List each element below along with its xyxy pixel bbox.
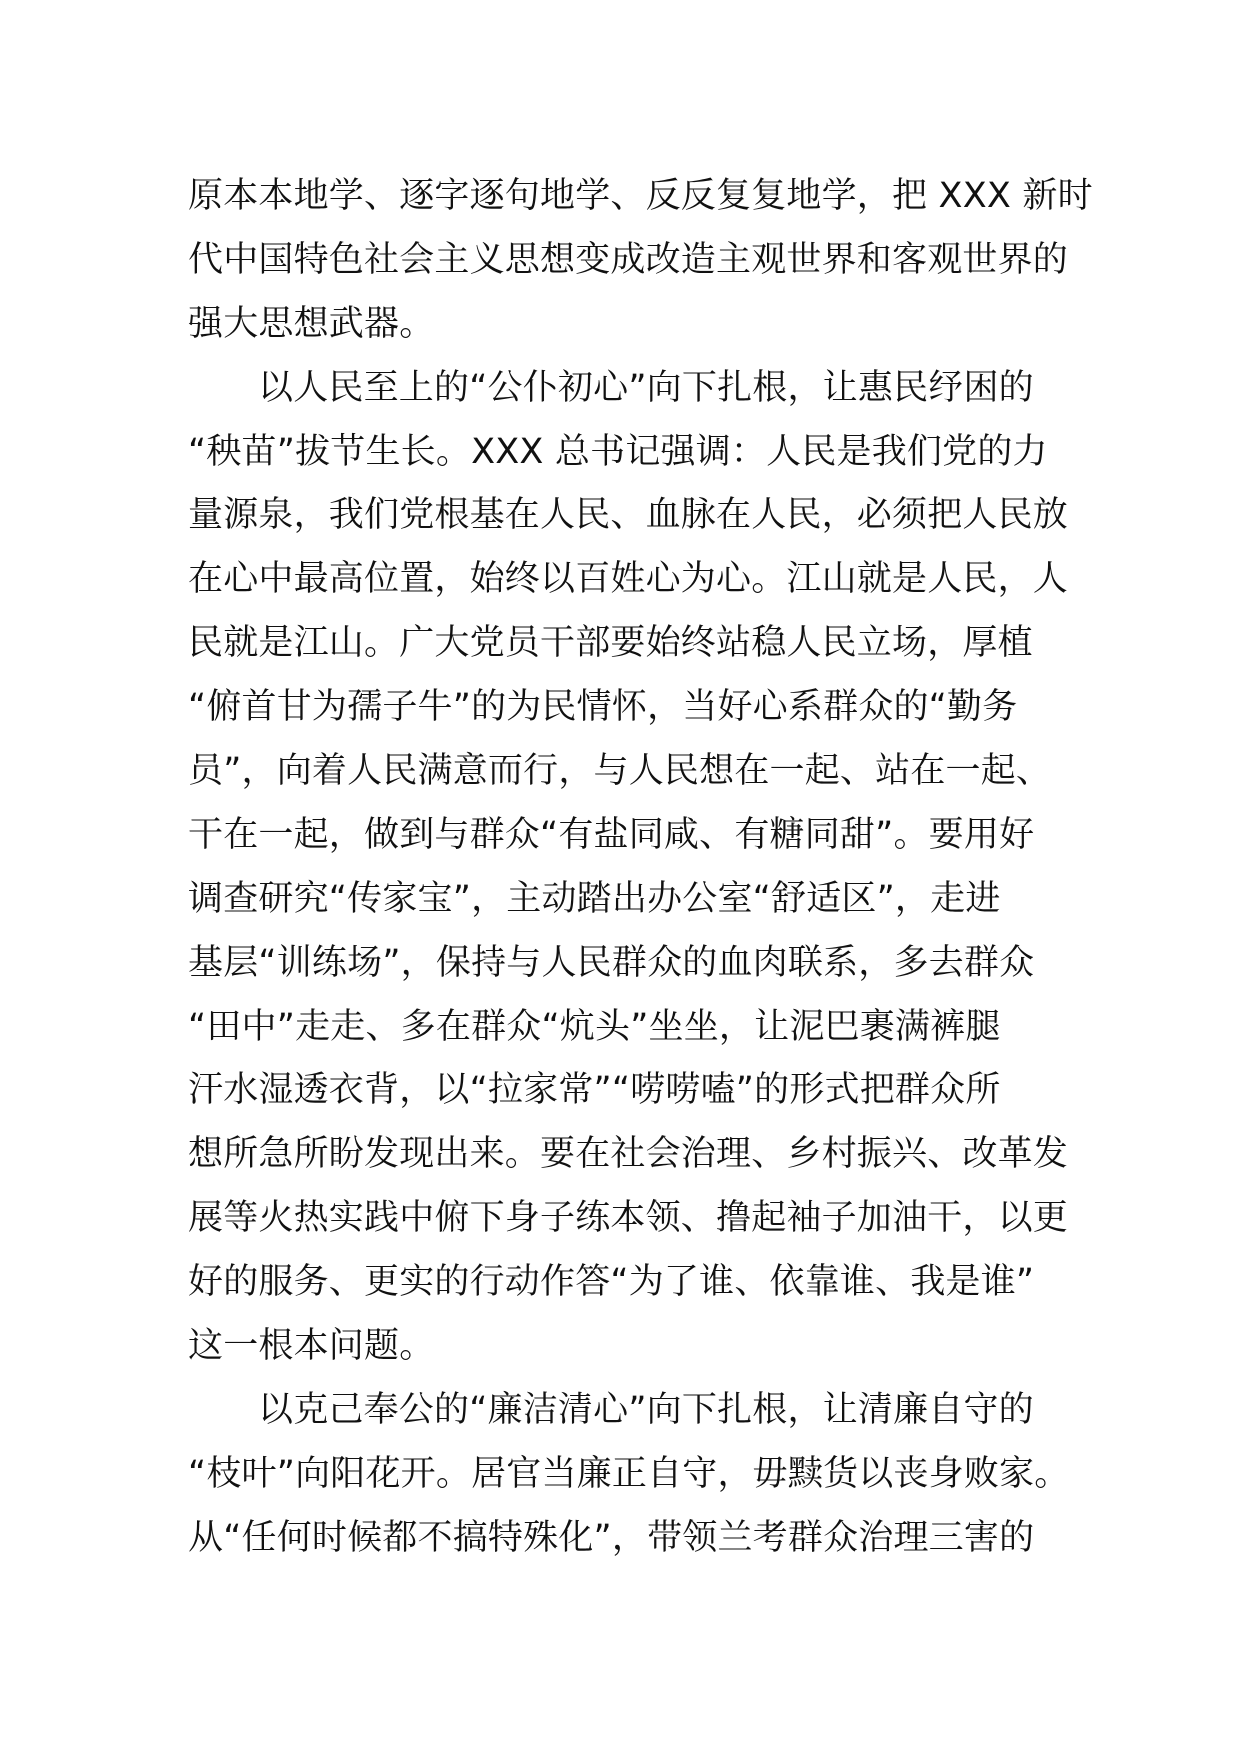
text-line: 想所急所盼发现出来。要在社会治理、乡村振兴、改革发 (188, 1134, 1069, 1175)
text-line: 强大思想武器。 (188, 303, 435, 344)
text-line: 代中国特色社会主义思想变成改造主观世界和客观世界的 (188, 239, 1069, 280)
text-line: 民就是江山。广大党员干部要始终站稳人民立场，厚植 (188, 623, 1033, 664)
text-line: 基层“训练场”，保持与人民群众的血肉联系，多去群众 (188, 942, 1035, 983)
text-line: 从“任何时候都不搞特殊化”，带领兰考群众治理三害的 (188, 1517, 1035, 1558)
text-line: 量源泉，我们党根基在人民、血脉在人民，必须把人民放 (188, 495, 1069, 536)
text-line: “枝叶”向阳花开。居官当廉正自守，毋黩货以丧身败家。 (188, 1453, 1070, 1494)
text-line: 汗水湿透衣背，以“拉家常”“唠唠嗑”的形式把群众所 (188, 1070, 1001, 1111)
text-line: 在心中最高位置，始终以百姓心为心。江山就是人民，人 (188, 559, 1069, 600)
text-line: 这一根本问题。 (188, 1326, 435, 1367)
text-line: 调查研究“传家宝”，主动踏出办公室“舒适区”，走进 (188, 878, 1001, 919)
text-line: 展等火热实践中俯下身子练本领、撸起袖子加油干，以更 (188, 1198, 1069, 1239)
text-line: 干在一起，做到与群众“有盐同咸、有糖同甜”。要用好 (188, 814, 1035, 855)
paragraph-start-line: 以人民至上的“公仆初心”向下扎根，让惠民纾困的 (258, 367, 1034, 408)
text-line: “俯首甘为孺子牛”的为民情怀，当好心系群众的“勤务 (188, 687, 1018, 728)
paragraph-start-line: 以克己奉公的“廉洁清心”向下扎根，让清廉自守的 (258, 1389, 1034, 1430)
text-line: “秧苗”拔节生长。XXX 总书记强调：人民是我们党的力 (188, 431, 1048, 472)
text-line: 员”，向着人民满意而行，与人民想在一起、站在一起、 (188, 751, 1052, 792)
text-line: 原本本地学、逐字逐句地学、反反复复地学，把 XXX 新时 (188, 176, 1093, 216)
body-text (188, 165, 1093, 1571)
text-line: 好的服务、更实的行动作答“为了谁、依靠谁、我是谁” (188, 1262, 1035, 1303)
text-line: “田中”走走、多在群众“炕头”坐坐，让泥巴裹满裤腿 (188, 1006, 1001, 1047)
